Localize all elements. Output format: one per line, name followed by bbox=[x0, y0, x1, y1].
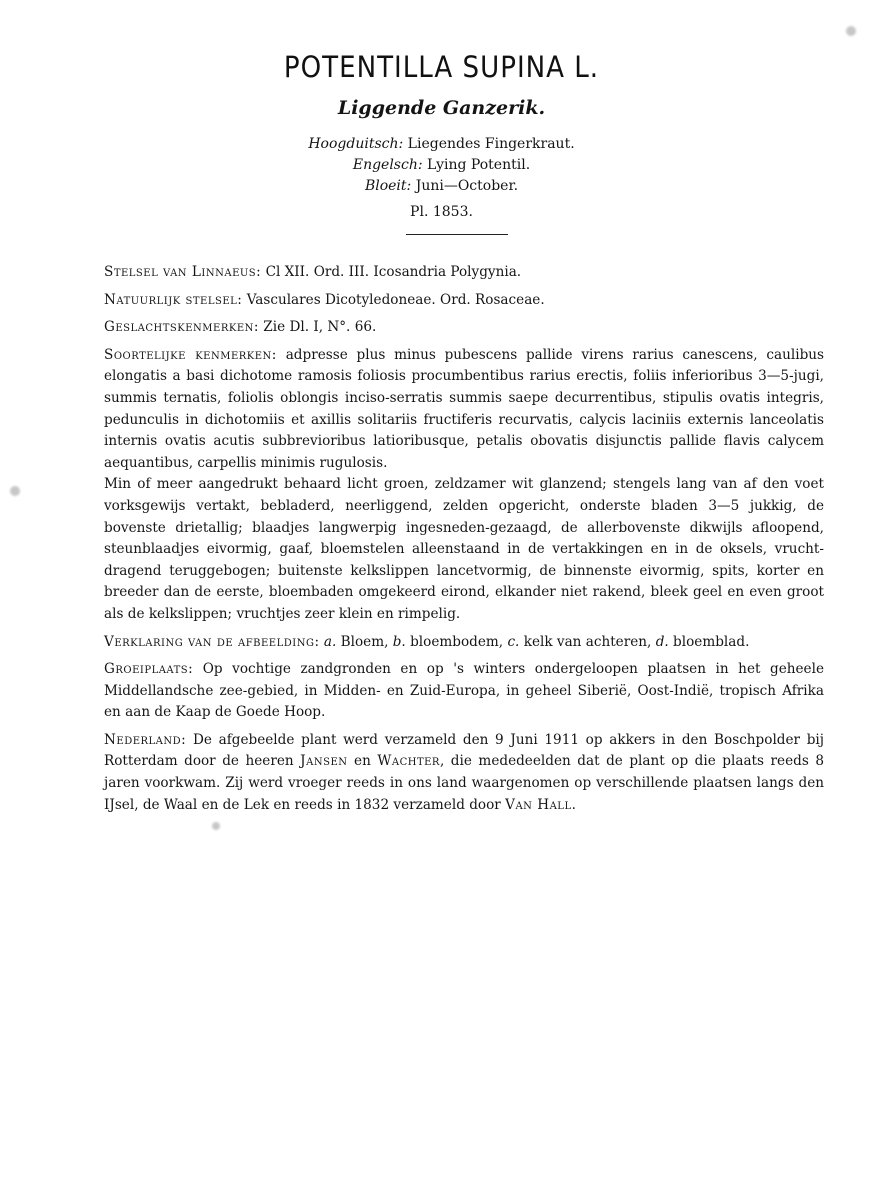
person-name: Jansen bbox=[300, 753, 348, 770]
period: . bbox=[571, 796, 576, 813]
section-text: Zie Dl. I, N°. 66. bbox=[263, 319, 377, 336]
netherlands-paragraph bbox=[104, 730, 824, 816]
figure-key: d. bbox=[655, 633, 669, 650]
plate-number: Pl. 1853. bbox=[410, 204, 473, 220]
flowering-line bbox=[0, 176, 883, 197]
divider-rule bbox=[406, 234, 508, 235]
meta-label: Hoogduitsch: bbox=[308, 136, 404, 152]
section-label: Natuurlijk stelsel: bbox=[104, 291, 243, 308]
meta-label: Bloeit: bbox=[364, 178, 412, 194]
section-label: Groeiplaats: bbox=[104, 661, 194, 678]
species-latin-paragraph bbox=[104, 345, 824, 475]
species-dutch-paragraph bbox=[104, 474, 824, 625]
person-name: Van Hall bbox=[505, 796, 572, 813]
habitat-paragraph bbox=[104, 659, 824, 724]
natural-system-paragraph bbox=[104, 290, 824, 312]
section-label: Soortelijke kenmerken: bbox=[104, 346, 277, 363]
section-label: Stelsel van Linnaeus: bbox=[104, 264, 262, 280]
conjunction: en bbox=[354, 753, 371, 770]
section-text: Op vochtige zandgronden en op 's winters ondergeloopen plaatsen in het geheele Middellandsche zee-gebied, in Midden- en Zuid-Europa, in geheel Siberië, Oost-Indië, tropisch Afrika en aan de Kaap de Goede Hoop. bbox=[104, 661, 824, 721]
figure-text: kelk van achteren, bbox=[523, 633, 652, 650]
english-name-line bbox=[0, 155, 883, 176]
section-text: , die mededeelden dat de plant op die plaats reeds 8 jaren voorkwam. Zij werd vroeger reeds in ons land waargenomen op verschillende plaatsen langs den IJsel, de Waal en de Lek en reeds in 1832 verzameld door bbox=[104, 753, 824, 813]
section-label: Geslachtskenmerken: bbox=[104, 319, 259, 336]
person-name: Wachter bbox=[377, 753, 440, 770]
scan-speck bbox=[212, 822, 220, 830]
section-text: Cl XII. Ord. III. Icosandria Polygynia. bbox=[265, 264, 522, 280]
figure-text: bloembodem, bbox=[410, 633, 504, 650]
scan-speck bbox=[846, 26, 856, 36]
section-text: Vasculares Dicotyledoneae. Ord. Rosaceae. bbox=[246, 291, 545, 308]
meta-value: Liegendes Fingerkraut. bbox=[407, 136, 575, 152]
genus-paragraph bbox=[104, 317, 824, 339]
section-text: Min of meer aangedrukt behaard licht groen, zeldzamer wit glanzend; stengels lang van af den voet vorksgewijs vertakt, bebladerd, neerliggend, zelden opgericht, onderste bladen 3—5 jukkig, de bovenste drietallig; blaadjes langwerpig ingesneden-gezaagd, de allerbovenste dikwijls afloopend, steunblaadjes eivormig, gaaf, bloemstelen alleenstaand in de vertakkingen en in de oksels, vrucht-dragend teruggebogen; buitenste kelkslippen lancetvormig, de binnenste eivormig, spits, korter en breeder dan de eerste, bloembaden omgekeerd eirond, elkander niet rakend, bleek geel en even groot als de kelkslippen; vruchtjes zeer klein en rimpelig. bbox=[104, 476, 824, 622]
dutch-name: Liggende Ganzerik. bbox=[337, 97, 546, 119]
meta-label: Engelsch: bbox=[352, 157, 423, 173]
section-text: adpresse plus minus pubescens pallide virens rarius canescens, caulibus elongatis a basi dichotome ramosis foliosis procumbentibus rarius erectis, foliis inferioribus 3—5-jugi, summis ternatis, foliolis oblongis inciso-serratis summis saepe decurrentibus, stipulis ovatis integris, pedunculis in dichotomiis et axillis solitariis fructiferis recurvatis, calycis laciniis externis lanceolatis internis ovatis acutis subbrevioribus latioribusque, petalis obovatis disjunctis pallide flavis calycem aequantibus, carpellis minimis rugulosis. bbox=[104, 346, 824, 471]
german-name-line bbox=[0, 134, 883, 155]
figure-text: Bloem, bbox=[340, 633, 389, 650]
explanation-paragraph bbox=[104, 632, 824, 654]
meta-value: Juni—October. bbox=[415, 178, 519, 194]
section-label: Nederland: bbox=[104, 731, 187, 748]
figure-key: b. bbox=[392, 633, 406, 650]
figure-text: bloemblad. bbox=[673, 633, 750, 650]
figure-key: c. bbox=[507, 633, 520, 650]
species-title: POTENTILLA SUPINA L. bbox=[283, 50, 600, 84]
scan-speck bbox=[10, 486, 20, 496]
linnaeus-paragraph bbox=[104, 262, 824, 284]
meta-value: Lying Potentil. bbox=[427, 157, 531, 173]
body-text bbox=[104, 262, 824, 822]
section-text: De afgebeelde plant werd verzameld den 9 Juni 1911 op akkers in den Boschpolder bij Rotterdam door de heeren bbox=[104, 731, 824, 770]
section-label: Verklaring van de afbeelding: bbox=[104, 633, 320, 650]
figure-key: a. bbox=[323, 633, 337, 650]
